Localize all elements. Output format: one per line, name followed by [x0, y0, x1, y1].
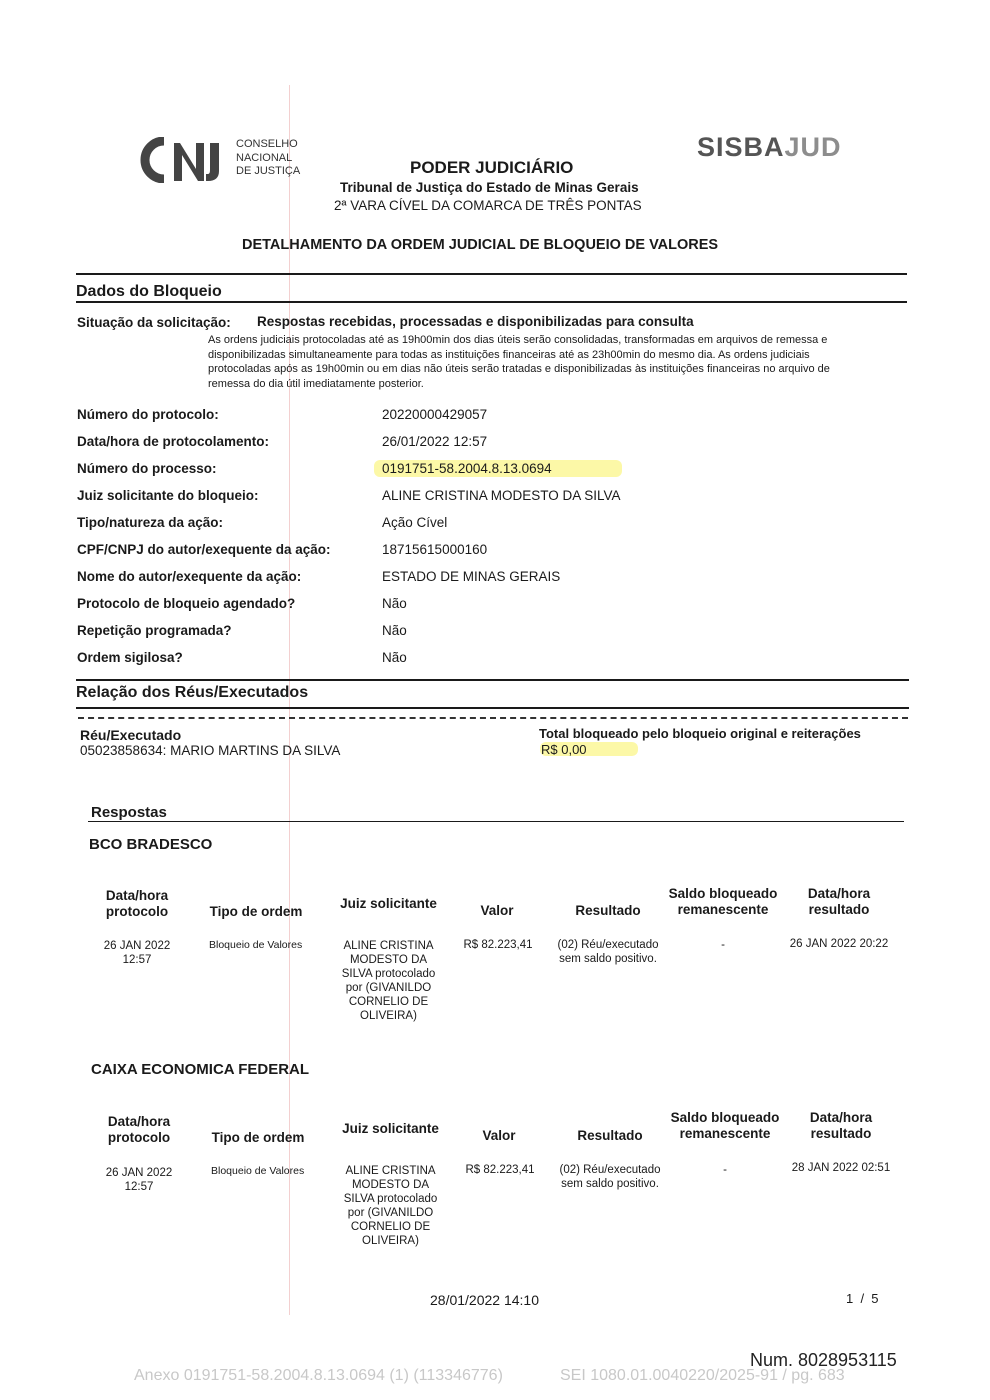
col-header-juiz	[328, 1121, 453, 1137]
footer-page: 1 / 5	[846, 1291, 879, 1306]
col-header-text: Valor	[480, 903, 514, 918]
situacao-note	[208, 333, 907, 391]
reu-value: 05023858634: MARIO MARTINS DA SILVA	[80, 743, 341, 758]
total-value: R$ 0,00	[541, 742, 587, 757]
agendado-label: Protocolo de bloqueio agendado?	[77, 596, 296, 611]
col-header-text: Tipo de ordem	[209, 904, 303, 919]
col-header-data-resultado	[788, 886, 890, 918]
autor-value: ESTADO DE MINAS GERAIS	[382, 569, 561, 584]
agendado-value: Não	[382, 596, 407, 611]
document-title: DETALHAMENTO DA ORDEM JUDICIAL DE BLOQUEIO DE VALORES	[242, 237, 719, 253]
divider-respostas	[88, 821, 904, 822]
col-header-text: Saldo bloqueado remanescente	[670, 1110, 780, 1141]
juiz-label: Juiz solicitante do bloqueio:	[77, 488, 259, 503]
sisbajud-logo-suffix: JUD	[784, 132, 842, 162]
cell-valor: R$ 82.223,41	[465, 1164, 535, 1176]
col-header-text: Data/hora resultado	[807, 886, 871, 917]
col-header-text: Resultado	[575, 903, 641, 918]
note-line: protocoladas após as 19h00min ou em dias não úteis serão tratadas e disponibilizadas às instituições financeiras no arquivo de	[208, 363, 830, 375]
anexo-reference: Anexo 0191751-58.2004.8.13.0694 (1) (113346776)	[134, 1367, 503, 1384]
tipo-acao-value: Ação Cível	[382, 515, 448, 530]
logo-line-3: DE JUSTIÇA	[236, 165, 301, 177]
respostas-title: Respostas	[91, 804, 167, 821]
note-line: disponibilizadas simultaneamente para todas as instituições financeiras até as 23h00min do mesmo dia. As ordens judiciais	[208, 348, 810, 361]
col-header-saldo	[666, 1110, 784, 1142]
sigilosa-value: Não	[382, 650, 407, 665]
divider-top	[76, 273, 907, 275]
cell-juiz: ALINE CRISTINA MODESTO DA SILVA protocolado por (GIVANILDO CORNELIO DE OLIVEIRA)	[341, 940, 436, 1022]
col-header-data-protocolo	[88, 1114, 190, 1146]
col-header-data-protocolo	[86, 888, 188, 920]
processo-label: Número do processo:	[77, 461, 217, 476]
repeticao-value: Não	[382, 623, 407, 638]
processo-value: 0191751-58.2004.8.13.0694	[382, 461, 552, 476]
repeticao-label: Repetição programada?	[77, 623, 232, 638]
cpf-cnpj-value: 18715615000160	[382, 542, 488, 557]
cell-tipo-ordem: Bloqueio de Valores	[209, 939, 303, 951]
col-header-text: Data/hora protocolo	[105, 888, 169, 919]
logo-line-1: CONSELHO	[236, 138, 298, 150]
data-hora-label: Data/hora de protocolamento:	[77, 434, 270, 449]
col-header-text: Juiz solicitante	[342, 1121, 439, 1136]
cell-juiz: ALINE CRISTINA MODESTO DA SILVA protocolado por (GIVANILDO CORNELIO DE OLIVEIRA)	[343, 1165, 438, 1247]
section-title-bloqueio: Dados do Bloqueio	[76, 283, 222, 300]
sisbajud-logo-main: SISBA	[697, 132, 785, 162]
cell-data-protocolo: 26 JAN 2022 12:57	[105, 1167, 173, 1193]
divider-bloqueio	[76, 301, 907, 303]
total-column-header: Total bloqueado pelo bloqueio original e reiterações	[539, 726, 861, 741]
cell-saldo: -	[723, 1164, 727, 1176]
col-header-text: Data/hora protocolo	[107, 1114, 171, 1145]
protocolo-label: Número do protocolo:	[77, 407, 219, 422]
header-court: Tribunal de Justiça do Estado de Minas Gerais	[340, 180, 639, 195]
cell-data-resultado: 28 JAN 2022 02:51	[791, 1162, 891, 1174]
tipo-acao-label: Tipo/natureza da ação:	[77, 515, 224, 530]
juiz-value: ALINE CRISTINA MODESTO DA SILVA	[382, 488, 621, 503]
autor-label: Nome do autor/exequente da ação:	[77, 569, 302, 584]
dashed-divider	[78, 717, 908, 719]
col-header-valor	[462, 1128, 536, 1144]
col-header-juiz	[326, 896, 451, 912]
cell-saldo: -	[721, 939, 725, 951]
col-header-resultado	[558, 1128, 662, 1144]
cell-data-resultado: 26 JAN 2022 20:22	[789, 938, 889, 950]
col-header-text: Tipo de ordem	[211, 1130, 305, 1145]
footer-timestamp: 28/01/2022 14:10	[430, 1292, 539, 1308]
col-header-data-resultado	[790, 1110, 892, 1142]
col-header-tipo-ordem	[196, 904, 316, 920]
bank-name: CAIXA ECONOMICA FEDERAL	[91, 1061, 310, 1078]
col-header-text: Valor	[482, 1128, 516, 1143]
situacao-value: Respostas recebidas, processadas e disponibilizadas para consulta	[257, 314, 694, 329]
data-hora-value: 26/01/2022 12:57	[382, 434, 488, 449]
sei-reference: SEI 1080.01.0040220/2025-91 / pg. 683	[560, 1367, 845, 1384]
cnj-logo-text	[236, 138, 300, 179]
protocolo-value: 20220000429057	[382, 407, 488, 422]
bank-name: BCO BRADESCO	[89, 836, 213, 853]
cell-tipo-ordem: Bloqueio de Valores	[211, 1165, 305, 1177]
reu-column-header: Réu/Executado	[80, 727, 182, 743]
divider-reus	[76, 707, 909, 709]
col-header-resultado	[556, 903, 660, 919]
sisbajud-logo	[697, 132, 842, 163]
header-title: PODER JUDICIÁRIO	[410, 158, 574, 177]
col-header-text: Data/hora resultado	[809, 1110, 873, 1141]
cell-valor: R$ 82.223,41	[463, 939, 533, 951]
note-line: As ordens judiciais protocoladas até as 19h00min dos dias úteis serão consolidadas, transformadas em arquivos de remessa e	[208, 334, 828, 346]
col-header-valor	[460, 903, 534, 919]
cpf-cnpj-label: CPF/CNPJ do autor/exequente da ação:	[77, 542, 331, 557]
document-number: Num. 8028953115	[750, 1350, 897, 1370]
header-vara: 2ª VARA CÍVEL DA COMARCA DE TRÊS PONTAS	[334, 198, 642, 213]
cell-resultado: (02) Réu/executado sem saldo positivo.	[557, 939, 659, 965]
divider-reus-top	[76, 679, 909, 681]
col-header-tipo-ordem	[198, 1130, 318, 1146]
col-header-text: Resultado	[577, 1128, 643, 1143]
col-header-text: Juiz solicitante	[340, 896, 437, 911]
cnj-logo	[140, 137, 232, 183]
note-line: remessa do dia útil imediatamente posterior.	[208, 377, 424, 390]
section-title-reus: Relação dos Réus/Executados	[76, 684, 309, 701]
sigilosa-label: Ordem sigilosa?	[77, 650, 183, 665]
cell-resultado: (02) Réu/executado sem saldo positivo.	[559, 1164, 661, 1190]
cell-data-protocolo: 26 JAN 2022 12:57	[103, 940, 171, 966]
col-header-saldo	[664, 886, 782, 918]
situacao-label: Situação da solicitação:	[77, 315, 231, 330]
col-header-text: Saldo bloqueado remanescente	[668, 886, 778, 917]
logo-line-2: NACIONAL	[236, 151, 293, 164]
